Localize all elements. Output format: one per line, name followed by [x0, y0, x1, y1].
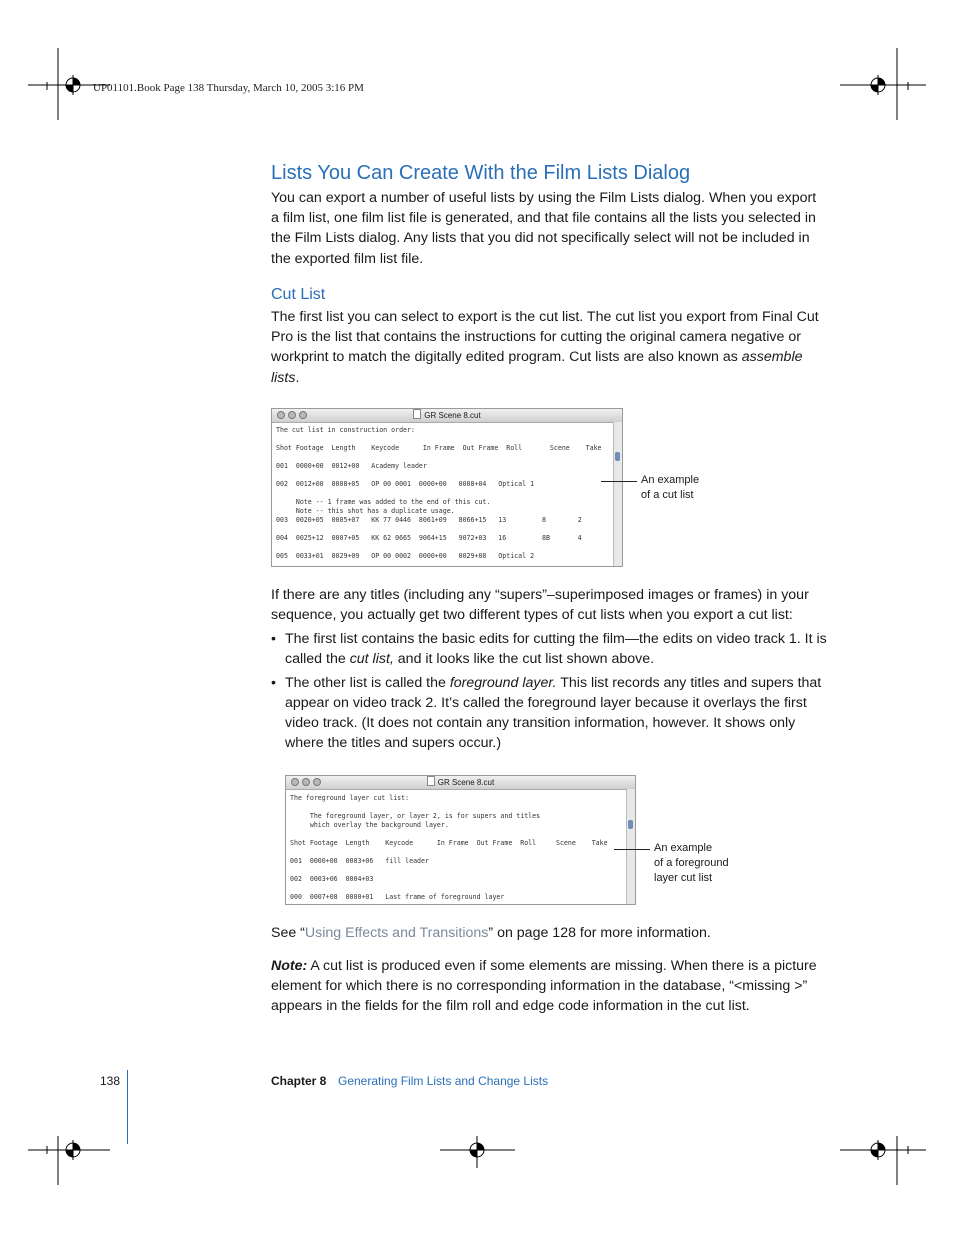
registration-mark-icon: [63, 75, 83, 95]
list-line: [276, 525, 602, 534]
callout-line-2: of a foreground: [654, 857, 729, 869]
callout-line: [601, 481, 637, 482]
effects-transitions-link[interactable]: Using Effects and Transitions: [304, 925, 489, 941]
list-line: [276, 489, 602, 498]
scrollbar[interactable]: [626, 789, 635, 904]
list-line: which overlay the background layer.: [290, 821, 449, 829]
chapter-label: Chapter 8: [271, 1074, 327, 1088]
list-line: 005 0033+01 0029+09 OP 00 0002 0000+00 0029+08 Optical 2: [276, 552, 535, 560]
scrollbar-thumb[interactable]: [615, 452, 620, 461]
scrollbar-thumb[interactable]: [628, 820, 633, 829]
assemble-lists-term: assemble lists: [271, 349, 803, 386]
list-line: Note -- 1 frame was added to the end of this cut.: [276, 498, 491, 506]
cut-list-callout: [641, 473, 751, 503]
registration-mark-icon: [868, 1140, 888, 1160]
cut-list-text-area: [276, 426, 602, 561]
list-line: [276, 435, 602, 444]
document-icon: [413, 409, 421, 419]
list-line: [290, 866, 608, 875]
list-line: Note -- this shot has a duplicate usage.: [276, 507, 455, 515]
cut-list-text: The first list you can select to export is the cut list. The cut list you export from Final Cut Pro is the list that contains the instructions for cutting the original camera negative or workprint to match the digitally edited program. Cut lists are also known as: [271, 309, 819, 366]
list-line: [276, 453, 602, 462]
window-title: GR Scene 8.cut: [437, 778, 495, 787]
window-title: GR Scene 8.cut: [424, 411, 481, 420]
list-line: 001 0000+00 0012+00 Academy leader: [276, 462, 427, 470]
callout-line: [614, 849, 650, 850]
window-titlebar: [272, 409, 622, 423]
callout-line-3: layer cut list: [654, 872, 713, 884]
list-line: 002 0012+00 0008+05 OP 00 0001 0000+00 0008+04 Optical 1: [276, 480, 535, 488]
titles-paragraph: If there are any titles (including any “supers”–superimposed images or frames) in your sequence, you actually get two different types of cut lists when you export a cut list:: [271, 587, 809, 624]
list-line: [276, 471, 602, 480]
foreground-layer-window: [285, 775, 636, 905]
list-line: Shot Footage Length Keycode In Frame Out Frame Roll Scene Take: [276, 444, 602, 452]
foreground-callout: [654, 841, 764, 886]
intro-paragraph: You can export a number of useful lists by using the Film Lists dialog. When you export a film list, one film list file is generated, and that file contains all the lists you selected in the Film Lists dialog. Any lists that you did not specifically select will not be included in the exported film list file.: [271, 190, 817, 267]
registration-mark-icon: [467, 1140, 487, 1160]
callout-line-1: An example: [641, 474, 700, 486]
list-line: 002 0003+06 0004+03: [290, 875, 374, 883]
section-heading: Lists You Can Create With the Film Lists Dialog: [271, 162, 691, 184]
list-line: 004 0025+12 0007+05 KK 62 0665 9064+15 9072+03 16 8B 4: [276, 534, 582, 542]
list-line: [290, 848, 608, 857]
note-text: A cut list is produced even if some elements are missing. When there is a picture element for which there is no corresponding information in the database, “<missing >” appears in the fields for the film roll and edge code information in the cut list.: [271, 958, 817, 1015]
cut-list-heading: Cut List: [271, 286, 326, 303]
list-line: The cut list in construction order:: [276, 426, 415, 434]
foreground-list-text-area: [290, 794, 608, 902]
scrollbar[interactable]: [613, 422, 622, 566]
list-line: Shot Footage Length Keycode In Frame Out Frame Roll Scene Take: [290, 839, 608, 847]
list-line: [290, 803, 608, 812]
list-line: The foreground layer, or layer 2, is for supers and titles: [290, 812, 541, 820]
page-number: 138: [100, 1074, 121, 1088]
print-slug: UP01101.Book Page 138 Thursday, March 10, 2005 3:16 PM: [93, 82, 364, 94]
bullet-list: [271, 629, 827, 757]
note-label: Note:: [271, 958, 308, 974]
cut-list-window: [271, 408, 623, 567]
window-titlebar: [286, 776, 635, 790]
document-icon: [427, 776, 435, 786]
note-paragraph: [271, 956, 827, 1017]
callout-line-2: of a cut list: [641, 489, 694, 501]
list-line: 001 0000+00 0003+06 fill leader: [290, 857, 429, 865]
see-also-paragraph: See “Using Effects and Transitions” on page 128 for more information.: [271, 925, 711, 941]
chapter-title: Generating Film Lists and Change Lists: [338, 1074, 549, 1088]
cut-list-text-end: .: [295, 369, 300, 386]
footer-rule: [127, 1070, 128, 1144]
registration-mark-icon: [868, 75, 888, 95]
bullet-item-cut-list: • The first list contains the basic edits for cutting the film—the edits on video track 1. It is called the cut list, and it looks like the cut list shown above.: [271, 629, 827, 669]
list-line: The foreground layer cut list:: [290, 794, 410, 802]
list-line: 000 0007+08 0000+01 Last frame of foreground layer: [290, 893, 505, 901]
cut-list-paragraph: [271, 307, 827, 388]
list-line: [276, 543, 602, 552]
bullet-item-foreground-layer: • The other list is called the foreground layer. This list records any titles and supers that appear on video track 2. It’s called the foreground layer because it overlays the first video track. (It does not contain any transition information, however. It shows only where the titles and supers occur.): [271, 673, 827, 753]
callout-line-1: An example: [654, 842, 713, 854]
list-line: 003 0020+05 0005+07 KK 77 0446 8061+09 8066+15 13 8 2: [276, 516, 582, 524]
registration-mark-icon: [63, 1140, 83, 1160]
list-line: [290, 830, 608, 839]
list-line: [290, 884, 608, 893]
